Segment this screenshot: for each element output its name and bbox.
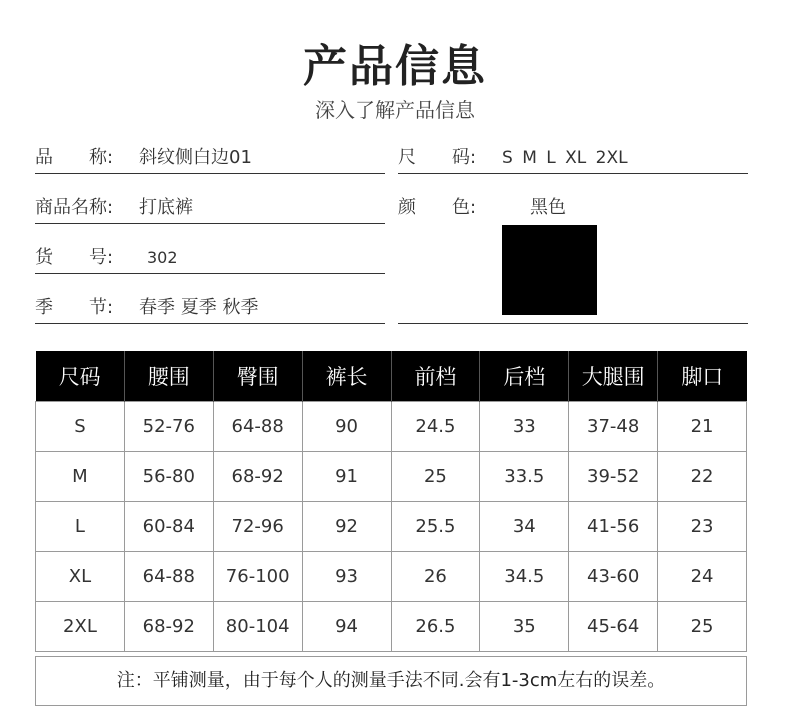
table-cell: 76-100 bbox=[213, 552, 302, 602]
table-cell: 26 bbox=[391, 552, 480, 602]
info-row-color bbox=[398, 193, 748, 223]
info-row-product-name bbox=[35, 193, 385, 224]
header-cell: 脚口 bbox=[658, 351, 747, 402]
table-cell: 80-104 bbox=[213, 602, 302, 652]
size-value: S M L XL 2XL bbox=[502, 148, 628, 168]
header-cell: 前档 bbox=[391, 351, 480, 402]
table-cell: 24.5 bbox=[391, 402, 480, 452]
table-cell: 37-48 bbox=[569, 402, 658, 452]
table-cell: 2XL bbox=[36, 602, 125, 652]
table-cell: 72-96 bbox=[213, 502, 302, 552]
table-cell: 22 bbox=[658, 452, 747, 502]
name-label: 品 称: bbox=[35, 147, 114, 168]
table-cell: 33.5 bbox=[480, 452, 569, 502]
header-cell: 裤长 bbox=[302, 351, 391, 402]
name-value: 斜纹侧白边01 bbox=[139, 147, 252, 168]
product-name-label: 商品名称: bbox=[35, 197, 114, 218]
table-cell: 41-56 bbox=[569, 502, 658, 552]
table-cell: 52-76 bbox=[124, 402, 213, 452]
size-table-header bbox=[36, 351, 747, 402]
header-cell: 尺码 bbox=[36, 351, 125, 402]
season-label: 季 节: bbox=[35, 297, 114, 318]
item-no-value: 302 bbox=[147, 248, 178, 267]
table-cell: 64-88 bbox=[213, 402, 302, 452]
color-value: 黑色 bbox=[530, 197, 566, 218]
header-cell: 大腿围 bbox=[569, 351, 658, 402]
info-row-size bbox=[398, 143, 748, 174]
table-cell: 39-52 bbox=[569, 452, 658, 502]
header-cell: 臀围 bbox=[213, 351, 302, 402]
table-cell: 24 bbox=[658, 552, 747, 602]
table-cell: 68-92 bbox=[213, 452, 302, 502]
table-cell: 43-60 bbox=[569, 552, 658, 602]
table-cell: 45-64 bbox=[569, 602, 658, 652]
table-row bbox=[36, 452, 747, 502]
size-label: 尺 码: bbox=[398, 147, 477, 168]
table-cell: 34 bbox=[480, 502, 569, 552]
table-row bbox=[36, 402, 747, 452]
size-table bbox=[35, 351, 747, 652]
page-title: 产品信息 bbox=[303, 41, 487, 92]
table-cell: XL bbox=[36, 552, 125, 602]
color-underline bbox=[398, 323, 748, 324]
table-row bbox=[36, 552, 747, 602]
table-cell: 93 bbox=[302, 552, 391, 602]
info-row-item-no bbox=[35, 243, 385, 274]
product-name-value: 打底裤 bbox=[139, 197, 193, 218]
table-cell: 68-92 bbox=[124, 602, 213, 652]
measurement-note: 注：平铺测量，由于每个人的测量手法不同.会有1-3cm左右的误差。 bbox=[35, 656, 747, 706]
table-row bbox=[36, 502, 747, 552]
table-cell: 56-80 bbox=[124, 452, 213, 502]
table-cell: 94 bbox=[302, 602, 391, 652]
table-cell: 90 bbox=[302, 402, 391, 452]
table-cell: L bbox=[36, 502, 125, 552]
table-row bbox=[36, 602, 747, 652]
color-swatch bbox=[502, 225, 597, 315]
header-cell: 腰围 bbox=[124, 351, 213, 402]
table-cell: M bbox=[36, 452, 125, 502]
table-cell: 25.5 bbox=[391, 502, 480, 552]
table-cell: 64-88 bbox=[124, 552, 213, 602]
header-cell: 后档 bbox=[480, 351, 569, 402]
table-cell: 21 bbox=[658, 402, 747, 452]
table-cell: 35 bbox=[480, 602, 569, 652]
table-cell: 60-84 bbox=[124, 502, 213, 552]
table-cell: 26.5 bbox=[391, 602, 480, 652]
table-cell: 92 bbox=[302, 502, 391, 552]
table-cell: 23 bbox=[658, 502, 747, 552]
page-subtitle: 深入了解产品信息 bbox=[315, 98, 475, 122]
table-cell: 25 bbox=[391, 452, 480, 502]
table-cell: 34.5 bbox=[480, 552, 569, 602]
season-value: 春季 夏季 秋季 bbox=[139, 297, 259, 318]
table-cell: 33 bbox=[480, 402, 569, 452]
color-label: 颜 色: bbox=[398, 197, 477, 218]
table-cell: 25 bbox=[658, 602, 747, 652]
table-cell: S bbox=[36, 402, 125, 452]
info-row-name bbox=[35, 143, 385, 174]
info-row-season bbox=[35, 293, 385, 324]
item-no-label: 货 号: bbox=[35, 247, 114, 268]
table-cell: 91 bbox=[302, 452, 391, 502]
